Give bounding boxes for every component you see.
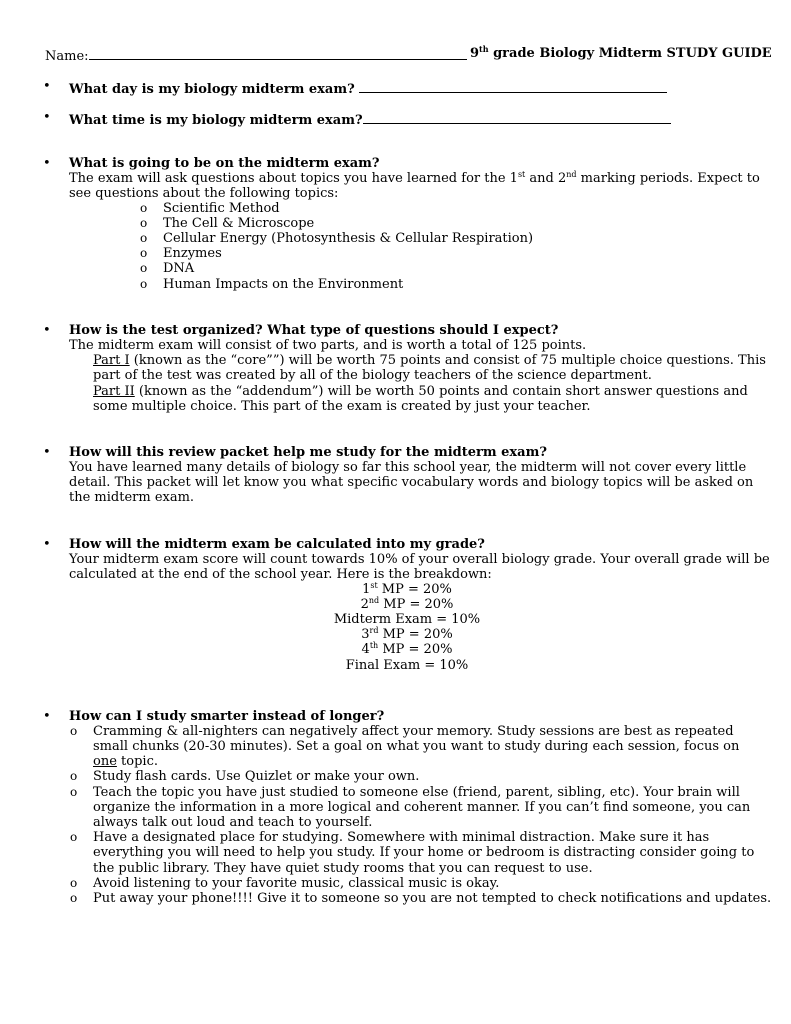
name-line — [45, 46, 467, 64]
bullet-icon: • — [43, 79, 51, 94]
heading-study-smarter: How can I study smarter instead of longer? — [69, 709, 385, 724]
breakdown-item: Final Exam = 10% — [345, 658, 469, 673]
part1-label: Part I — [93, 353, 130, 368]
topic-item: The Cell & Microscope — [163, 216, 315, 231]
circle-bullet-icon: o — [70, 891, 78, 905]
study-tip: small chunks (20-30 minutes). Set a goal on what you want to study during each session, focus on — [93, 739, 740, 754]
study-tip: always talk out loud and teach to yourself. — [93, 815, 373, 830]
circle-bullet-icon: o — [70, 785, 78, 799]
question-exam-day: What day is my biology midterm exam? — [69, 79, 667, 97]
name-label: Name: — [45, 49, 89, 64]
circle-bullet-icon: o — [140, 231, 148, 245]
topic-item: Human Impacts on the Environment — [163, 277, 404, 292]
exam-day-blank[interactable] — [359, 79, 667, 93]
part2-line2: some multiple choice. This part of the exam is created by just your teacher. — [93, 399, 591, 414]
study-tip: Put away your phone!!!! Give it to someone so you are not tempted to check notifications and updates. — [93, 891, 772, 906]
part2-line1: Part II (known as the “addendum”) will be worth 50 points and contain short answer questions and — [93, 384, 748, 399]
circle-bullet-icon: o — [140, 246, 148, 260]
study-tip: organize the information in a more logical and coherent manner. If you can’t find someone, you can — [93, 800, 751, 815]
exam-content-intro: The exam will ask questions about topics you have learned for the 1st and 2nd marking periods. Expect to — [69, 170, 760, 186]
circle-bullet-icon: o — [140, 277, 148, 291]
packet-line: the midterm exam. — [69, 490, 195, 505]
breakdown-item: 2nd MP = 20% — [360, 596, 454, 612]
study-tip: Cramming & all-nighters can negatively affect your memory. Study sessions are best as repeated — [93, 724, 734, 739]
bullet-icon: • — [43, 110, 51, 125]
topic-item: DNA — [163, 261, 195, 276]
part2-label: Part II — [93, 384, 135, 399]
part1-line2: part of the test was created by all of the biology teachers of the science department. — [93, 368, 652, 383]
breakdown-item: 4th MP = 20% — [361, 641, 453, 657]
page-title: 9th grade Biology Midterm STUDY GUIDE — [470, 44, 772, 61]
study-tip: Study flash cards. Use Quizlet or make your own. — [93, 769, 420, 784]
topic-item: Cellular Energy (Photosynthesis & Cellular Respiration) — [163, 231, 534, 246]
name-blank[interactable] — [89, 46, 467, 60]
heading-test-organization: How is the test organized? What type of questions should I expect? — [69, 323, 559, 338]
circle-bullet-icon: o — [140, 216, 148, 230]
part1-line1: Part I (known as the “core””) will be worth 75 points and consist of 75 multiple choice questions. This — [93, 353, 766, 368]
grade-line: calculated at the end of the school year. Here is the breakdown: — [69, 567, 492, 582]
circle-bullet-icon: o — [70, 830, 78, 844]
study-tip: Have a designated place for studying. Somewhere with minimal distraction. Make sure it has — [93, 830, 710, 845]
study-tip: everything you will need to help you study. If your home or bedroom is distracting consider going to — [93, 845, 755, 860]
question-exam-time: What time is my biology midterm exam? — [69, 110, 671, 128]
breakdown-item: 3rd MP = 20% — [361, 626, 453, 642]
heading-grade-calculation: How will the midterm exam be calculated into my grade? — [69, 537, 485, 552]
bullet-icon: • — [43, 445, 51, 460]
study-tip: Avoid listening to your favorite music, classical music is okay. — [93, 876, 500, 891]
bullet-icon: • — [43, 156, 51, 171]
circle-bullet-icon: o — [70, 724, 78, 738]
packet-line: You have learned many details of biology so far this school year, the midterm will not cover every little — [69, 460, 747, 475]
breakdown-item: Midterm Exam = 10% — [333, 612, 481, 627]
circle-bullet-icon: o — [70, 769, 78, 783]
bullet-icon: • — [43, 537, 51, 552]
heading-exam-content: What is going to be on the midterm exam? — [69, 156, 380, 171]
topic-item: Scientific Method — [163, 201, 280, 216]
topic-item: Enzymes — [163, 246, 222, 261]
packet-line: detail. This packet will let know you what specific vocabulary words and biology topics will be asked on — [69, 475, 754, 490]
breakdown-item: 1st MP = 20% — [362, 581, 452, 597]
bullet-icon: • — [43, 709, 51, 724]
circle-bullet-icon: o — [70, 876, 78, 890]
study-tip: one topic. — [93, 754, 158, 769]
exam-time-blank[interactable] — [363, 110, 671, 124]
grade-line: Your midterm exam score will count towards 10% of your overall biology grade. Your overall grade will be — [69, 552, 770, 567]
circle-bullet-icon: o — [140, 261, 148, 275]
heading-review-packet: How will this review packet help me study for the midterm exam? — [69, 445, 547, 460]
study-tip: the public library. They have quiet study rooms that you can request to use. — [93, 861, 593, 876]
study-tip: Teach the topic you have just studied to someone else (friend, parent, sibling, etc). Your brain will — [93, 785, 740, 800]
organization-intro: The midterm exam will consist of two parts, and is worth a total of 125 points. — [69, 338, 587, 353]
exam-content-intro-2: see questions about the following topics: — [69, 186, 339, 201]
circle-bullet-icon: o — [140, 201, 148, 215]
bullet-icon: • — [43, 323, 51, 338]
